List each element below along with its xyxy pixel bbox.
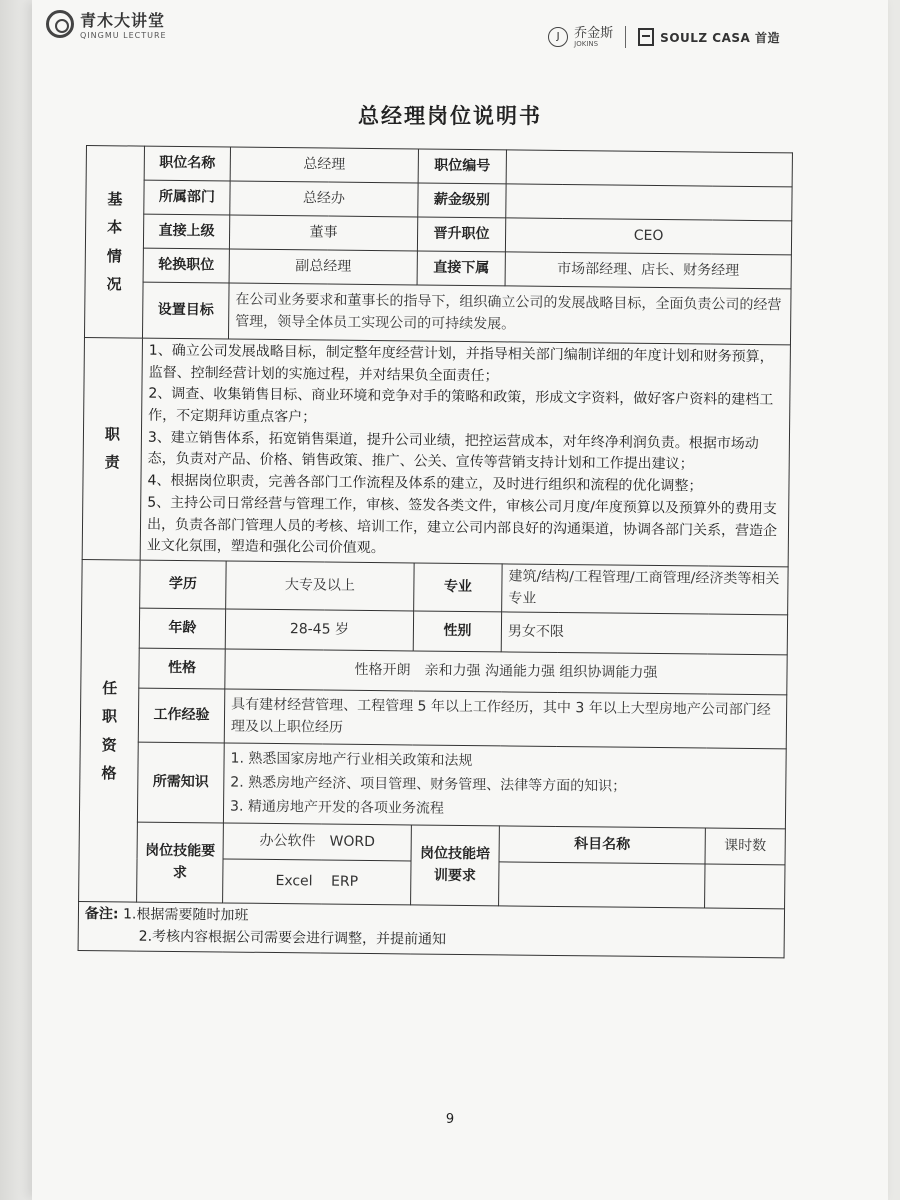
soulz-logo — [638, 28, 780, 46]
label-experience: 工作经验 — [138, 688, 225, 743]
label-age: 年龄 — [139, 608, 225, 649]
label-education: 学历 — [140, 560, 227, 609]
label-knowledge: 所需知识 — [137, 742, 224, 823]
qual-row-knowledge — [79, 742, 786, 829]
label-subordinates: 直接下属 — [417, 251, 505, 286]
duty-item: 3、建立销售体系，拓宽销售渠道，提升公司业绩，把控运营成本，对年终净利润负责。根据市场动态，负责对产品、价格、销售政策、推广、公关、宣传等营销支持计划和工作提出建议； — [147, 429, 759, 473]
page-number: 9 — [445, 1112, 455, 1127]
basic-row-goal — [84, 281, 791, 344]
qingmu-logo-cn: 青木大讲堂 — [80, 11, 166, 30]
basic-section-label: 基本情况 — [84, 146, 144, 339]
qual-section-label: 任职资格 — [79, 559, 141, 902]
duties-row — [82, 337, 790, 566]
note-row — [78, 902, 784, 958]
book-spine — [0, 0, 32, 1200]
value-major: 建筑/结构/工程管理/工商管理/经济类等相关专业 — [502, 564, 789, 615]
jokins-logo-cn: 乔金斯 — [574, 25, 614, 41]
logo-divider — [625, 26, 626, 48]
value-department: 总经办 — [230, 181, 418, 217]
duties-content — [140, 338, 790, 567]
value-subordinates: 市场部经理、店长、财务经理 — [505, 252, 791, 289]
qual-row-skill-1 — [79, 822, 785, 865]
value-skill-software: Excel ERP — [223, 859, 411, 905]
document-title: 总经理岗位说明书 — [358, 104, 542, 128]
value-age: 28-45 岁 — [225, 609, 413, 651]
value-skill-office: 办公软件 WORD — [223, 823, 411, 861]
value-education: 大专及以上 — [226, 561, 414, 611]
header-class-hours: 课时数 — [705, 828, 785, 865]
value-subject-name — [499, 862, 705, 908]
value-rotation: 副总经理 — [229, 249, 417, 285]
label-training: 岗位技能培训要求 — [411, 825, 500, 906]
duty-item: 4、根据岗位职责，完善各部门工作流程及体系的建立，及时进行组织和流程的优化调整； — [147, 472, 703, 495]
duty-item: 2、调查、收集销售目标、商业环境和竞争对手的策略和政策，形成文字资料，做好客户资料的建档工作，不定期拜访重点客户； — [148, 386, 774, 426]
knowledge-item: 3. 精通房地产开发的各项业务流程 — [230, 798, 444, 817]
note-label: 备注: — [84, 906, 119, 923]
label-rotation: 轮换职位 — [143, 248, 229, 283]
qual-row-edu — [82, 559, 788, 615]
label-department: 所属部门 — [144, 180, 230, 215]
label-personality: 性格 — [139, 648, 225, 689]
qingmu-logo-icon — [46, 10, 74, 38]
value-knowledge — [223, 743, 786, 829]
label-position-code: 职位编号 — [418, 149, 506, 184]
label-position-name: 职位名称 — [144, 146, 230, 181]
duty-item: 5、主持公司日常经营与管理工作，审核、签发各类文件，审核公司月度/年度预算以及预算外的费用支出，负责各部门管理人员的考核、培训工作，建立公司内部良好的沟通渠道，协调各部门关系，营造企业文化氛围，塑造和强化公司价值观。 — [146, 494, 778, 557]
qual-row-experience — [80, 688, 787, 749]
qingmu-logo-en: QINGMU LECTURE — [80, 31, 167, 40]
duty-item: 1、确立公司发展战略目标，制定整年度经营计划，并指导相关部门编制详细的年度计划和财务预算，监督、控制经营计划的实施过程，并对结果负全面责任； — [148, 342, 774, 385]
value-goal: 在公司业务要求和董事长的指导下，组织确立公司的发展战略目标，全面负责公司的经营管理，领导全体员工实现公司的可持续发展。 — [228, 283, 791, 345]
note-line-1: 1.根据需要随时加班 — [122, 906, 249, 924]
label-direct-superior: 直接上级 — [143, 214, 229, 249]
value-experience: 具有建材经营管理、工程管理 5 年以上工作经历，其中 3 年以上大型房地产公司部门经理及以上职位经历 — [224, 689, 787, 749]
knowledge-item: 2. 熟悉房地产经济、项目管理、财务管理、法律等方面的知识； — [230, 774, 627, 795]
value-personality: 性格开朗 亲和力强 沟通能力强 组织协调能力强 — [225, 649, 787, 695]
jokins-icon: J — [548, 27, 568, 47]
note-content — [78, 902, 784, 958]
brand-logos — [548, 26, 780, 48]
soulz-logo-text: SOULZ CASA 首造 — [660, 30, 780, 45]
value-position-code — [506, 150, 792, 187]
note-line-2: 2.考核内容根据公司需要会进行调整，并提前通知 — [138, 928, 447, 948]
header-subject-name: 科目名称 — [499, 826, 705, 864]
soulz-icon — [638, 28, 654, 46]
job-description-table — [78, 145, 793, 958]
label-gender: 性别 — [413, 611, 501, 652]
jokins-logo-en: JOKINS — [574, 39, 599, 48]
label-salary-level: 薪金级别 — [418, 183, 506, 218]
value-salary-level — [506, 184, 792, 221]
label-goal: 设置目标 — [142, 282, 229, 339]
value-gender: 男女不限 — [501, 612, 787, 655]
qingmu-logo — [46, 8, 167, 40]
value-position-name: 总经理 — [230, 147, 418, 183]
label-major: 专业 — [414, 563, 503, 612]
value-class-hours — [705, 864, 785, 909]
value-promotion: CEO — [505, 218, 791, 255]
knowledge-item: 1. 熟悉国家房地产行业相关政策和法规 — [230, 750, 473, 770]
duties-section-label: 职责 — [82, 337, 142, 559]
label-promotion: 晋升职位 — [417, 217, 505, 252]
label-skill: 岗位技能要求 — [137, 822, 224, 903]
jokins-logo — [548, 27, 613, 48]
value-direct-superior: 董事 — [229, 215, 417, 251]
